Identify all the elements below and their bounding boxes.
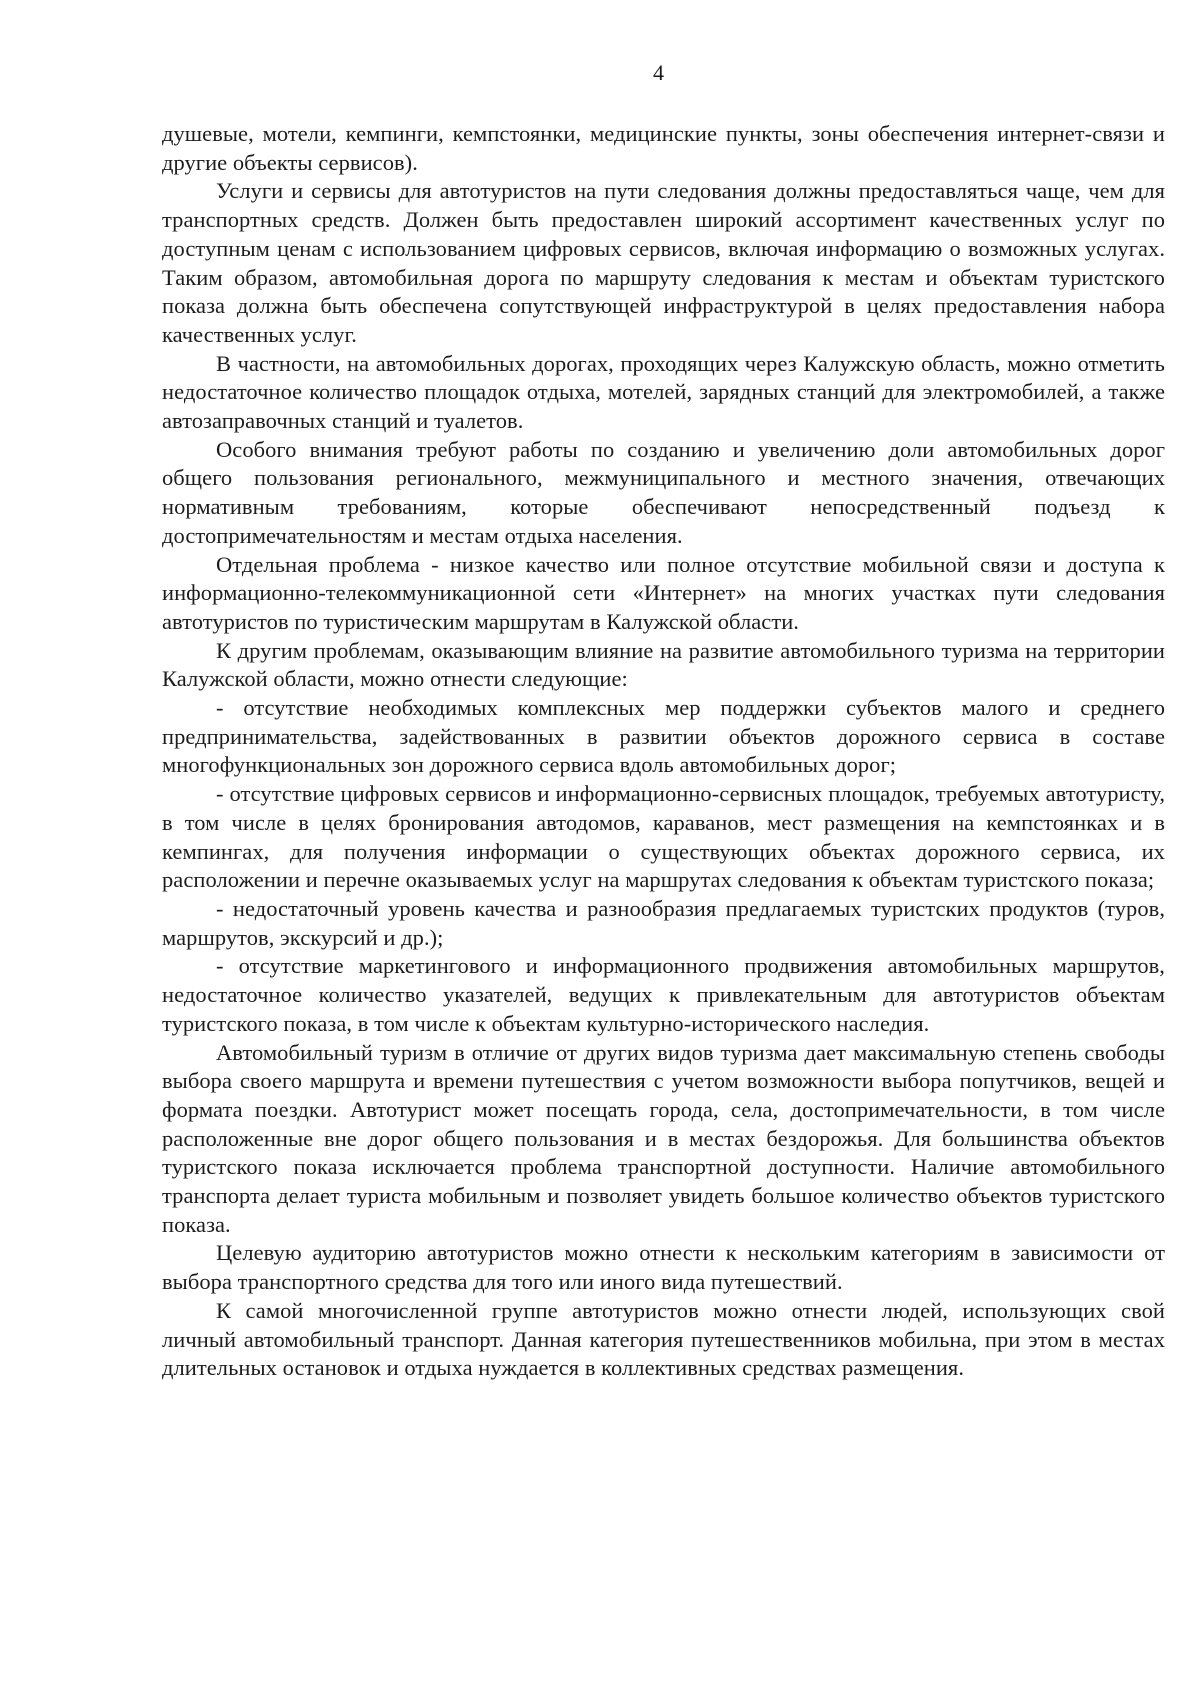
list-item-digital-services: - отсутствие цифровых сервисов и информационно-сервисных площадок, требуемых автотуристу, в том числе в целях бронирования автодомов, караванов, мест размещения на кемпстоянках и в кемпингах, для получения информации о существующих объектах дорожного сервиса, их расположении и перечне оказываемых услуг на маршрутах следования к объектам туристского показа; (162, 781, 1165, 893)
paragraph-services: Услуги и сервисы для автотуристов на пути следования должны предоставляться чаще, чем для транспортных средств. Должен быть предоставлен широкий ассортимент качественных услуг по доступным ценам с использованием цифровых сервисов, включая информацию о возможных услугах. Таким образом, автомобильная дорога по маршруту следования к местам и объектам туристского показа должна быть обеспечена сопутствующей инфраструктурой в целях предоставления набора качественных услуг. (162, 178, 1165, 347)
paragraph-other-problems: К другим проблемам, оказывающим влияние на развитие автомобильного туризма на территории Калужской области, можно отнести следующие: (162, 637, 1165, 692)
page-number: 4 (653, 60, 664, 85)
paragraph-continuation: душевые, мотели, кемпинги, кемпстоянки, медицинские пункты, зоны обеспечения интернет-связи и другие объекты сервисов). (162, 121, 1165, 175)
list-item-product-quality: - недостаточный уровень качества и разнообразия предлагаемых туристских продуктов (туров, маршрутов, экскурсий и др.); (162, 895, 1165, 950)
paragraph-target-audience: Целевую аудиторию автотуристов можно отнести к нескольким категориям в зависимости от выбора транспортного средства для того или иного вида путешествий. (162, 1240, 1165, 1295)
list-item-marketing: - отсутствие маркетингового и информационного продвижения автомобильных маршрутов, недостаточное количество указателей, ведущих к привлекательным для автотуристов объектам туристского показа, в том числе к объектам культурно-исторического наследия. (162, 953, 1165, 1036)
document-body (162, 120, 1165, 1383)
paragraph-mobile-connection: Отдельная проблема - низкое качество или полное отсутствие мобильной связи и доступа к информационно-телекоммуникационной сети «Интернет» на многих участках пути следования автотуристов по туристическим маршрутам в Калужской области. (162, 551, 1165, 634)
paragraph-kaluga-roads: В частности, на автомобильных дорогах, проходящих через Калужскую область, можно отметить недостаточное количество площадок отдыха, мотелей, зарядных станций для электромобилей, а также автозаправочных станций и туалетов. (162, 350, 1165, 434)
list-item-support-measures: - отсутствие необходимых комплексных мер поддержки субъектов малого и среднего предпринимательства, задействованных в развитии объектов дорожного сервиса в составе многофункциональных зон дорожного сервиса вдоль автомобильных дорог; (162, 695, 1165, 778)
paragraph-largest-group: К самой многочисленной группе автотуристов можно отнести людей, использующих свой личный автомобильный транспорт. Данная категория путешественников мобильна, при этом в местах длительных остановок и отдыха нуждается в коллективных средствах размещения. (162, 1297, 1165, 1381)
paragraph-road-share: Особого внимания требуют работы по созданию и увеличению доли автомобильных дорог общего пользования регионального, межмуниципального и местного значения, отвечающих нормативным требованиям, которые обеспечивают непосредственный подъезд к достопримечательностям и местам отдыха населения. (162, 436, 1165, 548)
paragraph-auto-tourism-freedom: Автомобильный туризм в отличие от других видов туризма дает максимальную степень свободы выбора своего маршрута и времени путешествия с учетом возможности выбора попутчиков, вещей и формата поездки. Автотурист может посещать города, села, достопримечательности, в том числе расположенные вне дорог общего пользования и в местах бездорожья. Для большинства объектов туристского показа исключается проблема транспортной доступности. Наличие автомобильного транспорта делает туриста мобильным и позволяет увидеть большое количество объектов туристского показа. (162, 1039, 1165, 1237)
